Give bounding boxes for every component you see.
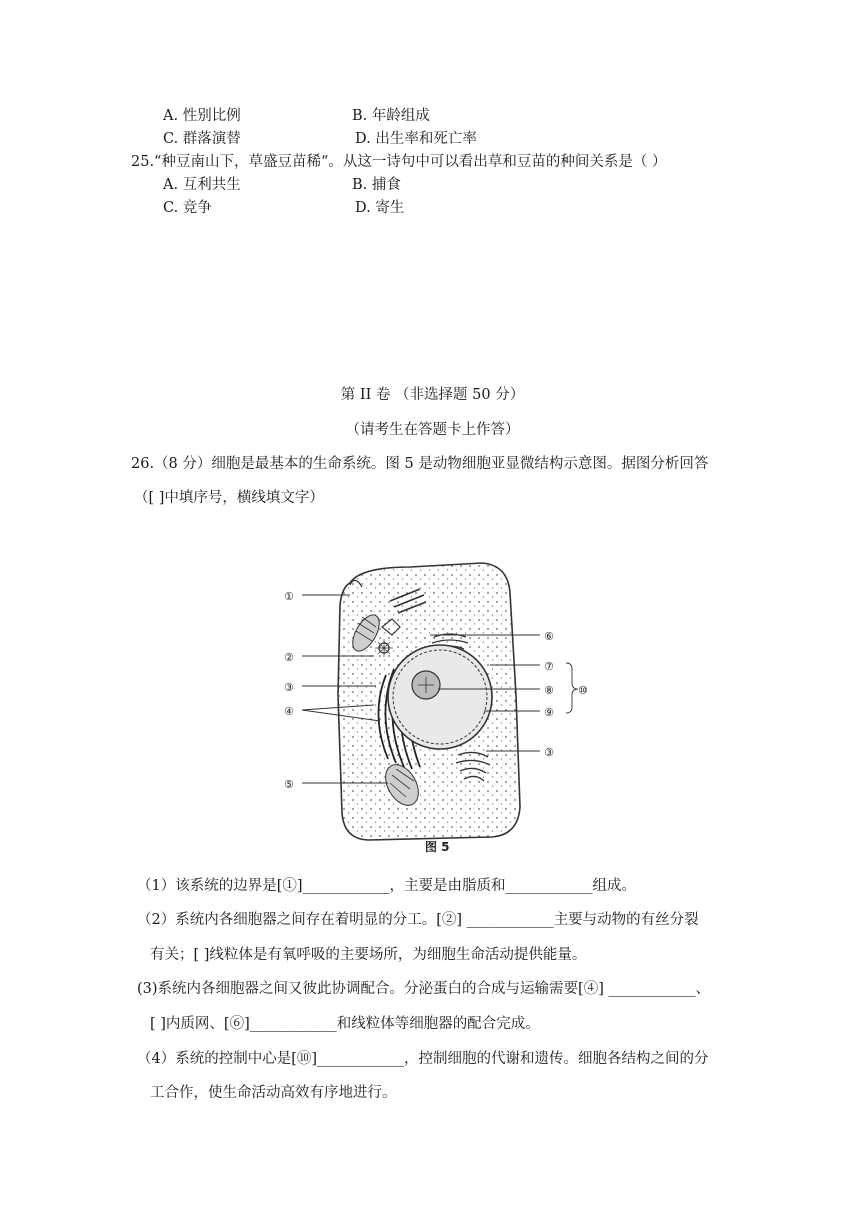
q24-option-d: D. 出生率和死亡率	[355, 131, 477, 147]
label-6: ⑥	[544, 630, 554, 643]
q24-option-b: B. 年龄组成	[352, 108, 430, 124]
q25-stem: 25.“种豆南山下，草盛豆苗稀“。从这一诗句中可以看出草和豆苗的种间关系是（ ）	[131, 154, 667, 170]
label-3-golgi: ③	[544, 746, 554, 759]
q26-sub4-line1: （4）系统的控制中心是[⑩]____________，控制细胞的代谢和遗传。细胞各结构之间的分	[137, 1051, 709, 1067]
label-9: ⑨	[544, 706, 554, 719]
q24-option-a: A. 性别比例	[163, 108, 241, 124]
animal-cell-figure	[270, 545, 600, 865]
label-1: ①	[284, 590, 294, 603]
q26-sub2-line2: 有关；[ ]线粒体是有氧呼吸的主要场所，为细胞生命活动提供能量。	[150, 947, 587, 963]
q25-option-b: B. 捕食	[352, 177, 401, 193]
nucleus	[388, 645, 492, 749]
part2-title: 第 II 卷 （非选择题 50 分）	[340, 387, 525, 403]
q26-sub2-line1: （2）系统内各细胞器之间存在着明显的分工。[②] ____________主要与动物的有丝分裂	[137, 912, 699, 928]
figure-caption: 图 5	[425, 840, 450, 854]
q26-sub4-line2: 工合作，使生命活动高效有序地进行。	[150, 1085, 397, 1101]
q26-sub3-line1: (3)系统内各细胞器之间又彼此协调配合。分泌蛋白的合成与运输需要[④] ____________、	[137, 981, 710, 997]
label-8: ⑧	[544, 684, 554, 697]
label-3: ③	[284, 681, 294, 694]
part2-note: （请考生在答题卡上作答）	[345, 422, 520, 438]
q26-instruction: （[ ]中填序号，横线填文字）	[134, 490, 324, 506]
label-2: ②	[284, 651, 294, 664]
label-7: ⑦	[544, 660, 554, 673]
q25-option-a: A. 互利共生	[163, 177, 241, 193]
q24-option-c: C. 群落演替	[163, 131, 241, 147]
q26-sub3-line2: [ ]内质网、[⑥]____________和线粒体等细胞器的配合完成。	[150, 1016, 540, 1032]
q25-option-c: C. 竞争	[163, 200, 212, 216]
q26-sub1: （1）该系统的边界是[①]____________，主要是由脂质和____________组成。	[137, 878, 637, 894]
q26-stem: 26.（8 分）细胞是最基本的生命系统。图 5 是动物细胞亚显微结构示意图。据图分析回答	[131, 456, 709, 472]
label-5: ⑤	[284, 778, 294, 791]
label-4: ④	[284, 705, 294, 718]
q25-option-d: D. 寄生	[355, 200, 405, 216]
label-10: ⑩	[578, 684, 588, 697]
